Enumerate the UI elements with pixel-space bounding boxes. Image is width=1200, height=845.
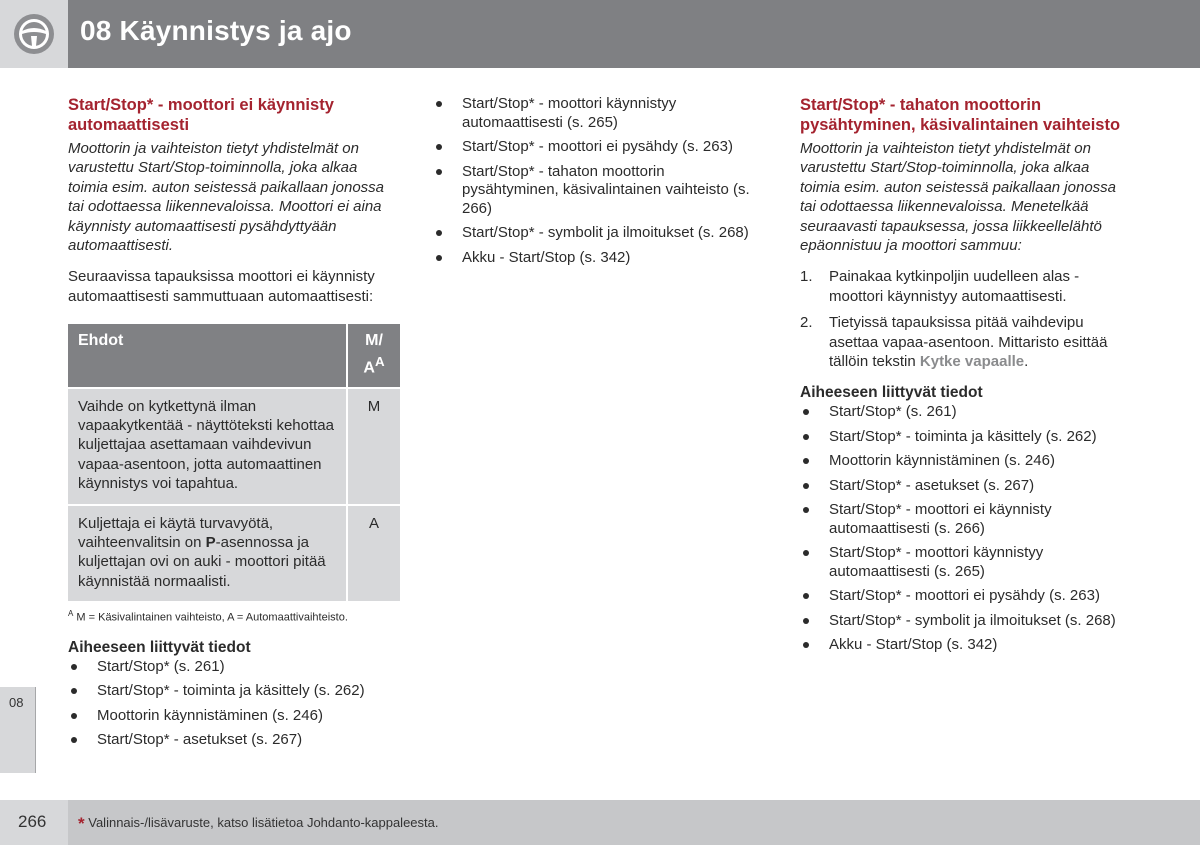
table-cell-condition: Vaihde on kytkettynä ilman vapaakytkentää - näyttöteksti kehottaa kuljettajaa asettamaan vaihdevivun vapaa-asentoon, jotta automaattinen käynnistys voi tapahtua. [68, 388, 347, 505]
step-number: 1. [800, 268, 813, 286]
footnote-mark: A [68, 609, 74, 619]
section-body: Seuraavissa tapauksissa moottori ei käynnisty automaattisesti sammuttuaan automaattisesti: [68, 268, 375, 305]
step-text: Painakaa kytkinpoljin uudelleen alas - moottori käynnistyy automaattisesti. [829, 268, 1080, 305]
section-intro: Moottorin ja vaihteiston tietyt yhdistelmät on varustettu Start/Stop-toiminnolla, joka alkaa toimia esim. auton seistessä paikallaan jonossa tai odottaessa liikennevaloissa. Moottori ei aina käynnisty automaattisesti pysähdyttyään automaattisesti. [68, 140, 385, 255]
chapter-tab [0, 687, 36, 773]
section-heading: Start/Stop* - tahaton moottorin pysähtyminen, käsivalintainen vaihteisto [800, 96, 1121, 134]
table-cell-ma: A [347, 505, 400, 602]
table-header-row [68, 324, 400, 387]
table-cell-condition [68, 505, 347, 602]
related-link[interactable]: Start/Stop* - moottori käynnistyy automaattisesti (s. 265) [800, 544, 1132, 581]
steps-list [800, 267, 1132, 371]
cell-text: Kuljettaja ei käytä turvavyötä, vaihteenvalitsin on [78, 514, 274, 552]
table-header-ma [347, 324, 400, 387]
related-link[interactable]: Start/Stop* - toiminta ja käsittely (s. 262) [800, 428, 1132, 447]
related-link[interactable]: Start/Stop* - toiminta ja käsittely (s. 262) [68, 682, 400, 701]
related-link[interactable]: Start/Stop* - moottori ei käynnisty automaattisesti (s. 266) [800, 501, 1132, 538]
step-text-end: . [1024, 353, 1029, 371]
related-link[interactable]: Start/Stop* - moottori käynnistyy automaattisesti (s. 265) [433, 95, 763, 132]
footer-note [78, 814, 439, 834]
step-number: 2. [800, 314, 813, 332]
table-row [68, 388, 400, 505]
table-header-conditions: Ehdot [68, 324, 347, 387]
section-heading: Start/Stop* - moottori ei käynnisty automaattisesti [68, 96, 334, 134]
related-link[interactable]: Start/Stop* - moottori ei pysähdy (s. 263) [800, 587, 1132, 606]
footnote-text: M = Käsivalintainen vaihteisto, A = Automaattivaihteisto. [76, 611, 348, 624]
related-list [433, 95, 763, 267]
step-item [800, 267, 1132, 306]
related-link[interactable]: Start/Stop* - tahaton moottorin pysähtyminen, käsivalintainen vaihteisto (s. 266) [433, 163, 763, 219]
header-ma-footnote-mark: A [374, 354, 385, 370]
header-ma-line2: A [363, 359, 375, 377]
related-link[interactable]: Moottorin käynnistäminen (s. 246) [800, 452, 1132, 471]
related-heading: Aiheeseen liittyvät tiedot [68, 638, 251, 656]
cell-bold-text: P [205, 534, 216, 552]
page-footer [0, 800, 1200, 845]
section-intro: Moottorin ja vaihteiston tietyt yhdistelmät on varustettu Start/Stop-toiminnolla, joka alkaa toimia esim. auton seistessä paikallaan jonossa tai odottaessa liikennevaloissa. Menetelkää seuraavasti tapauksessa, jossa liikkeellelähtö epäonnistuu ja moottori sammuu: [800, 140, 1117, 255]
table-cell-ma: M [347, 388, 400, 505]
related-heading: Aiheeseen liittyvät tiedot [800, 384, 983, 402]
cell-text: -asennossa ja kuljettajan ovi on auki - moottori pitää käynnistää normaalisti. [78, 534, 326, 590]
steering-wheel-icon [0, 0, 68, 68]
related-link[interactable]: Start/Stop* (s. 261) [68, 658, 400, 677]
step-item [800, 313, 1132, 371]
related-link[interactable]: Start/Stop* - asetukset (s. 267) [800, 477, 1132, 496]
related-link[interactable]: Start/Stop* (s. 261) [800, 403, 1132, 422]
asterisk-mark: * [78, 814, 85, 833]
table-row [68, 505, 400, 602]
column-2 [433, 95, 763, 273]
related-link[interactable]: Akku - Start/Stop (s. 342) [800, 636, 1132, 655]
page-number: 266 [18, 812, 47, 831]
column-1 [68, 95, 400, 756]
left-gutter [0, 68, 35, 773]
chapter-tab-label: 08 [9, 695, 24, 710]
conditions-table [68, 324, 400, 601]
related-link[interactable]: Start/Stop* - symbolit ja ilmoitukset (s. 268) [433, 224, 763, 243]
step-text: Tietyissä tapauksissa pitää vaihdevipu asettaa vapaa-asentoon. Mittaristo esittää tällöin tekstin [829, 314, 1108, 371]
footer-note-text: Valinnais-/lisävaruste, katso lisätietoa Johdanto-kappaleesta. [88, 815, 439, 830]
related-link[interactable]: Start/Stop* - moottori ei pysähdy (s. 263) [433, 138, 763, 157]
table-footnote [68, 609, 400, 624]
related-link[interactable]: Moottorin käynnistäminen (s. 246) [68, 707, 400, 726]
related-list [68, 658, 400, 750]
display-text: Kytke vapaalle [919, 353, 1025, 371]
related-link[interactable]: Start/Stop* - asetukset (s. 267) [68, 731, 400, 750]
related-link[interactable]: Akku - Start/Stop (s. 342) [433, 249, 763, 268]
chapter-icon-box [0, 0, 68, 68]
header-ma-line1: M/ [365, 332, 383, 350]
chapter-header [0, 0, 1200, 68]
related-link[interactable]: Start/Stop* - symbolit ja ilmoitukset (s. 268) [800, 612, 1132, 631]
chapter-title: 08 Käynnistys ja ajo [80, 15, 352, 46]
related-list [800, 403, 1132, 655]
column-3 [800, 95, 1132, 661]
